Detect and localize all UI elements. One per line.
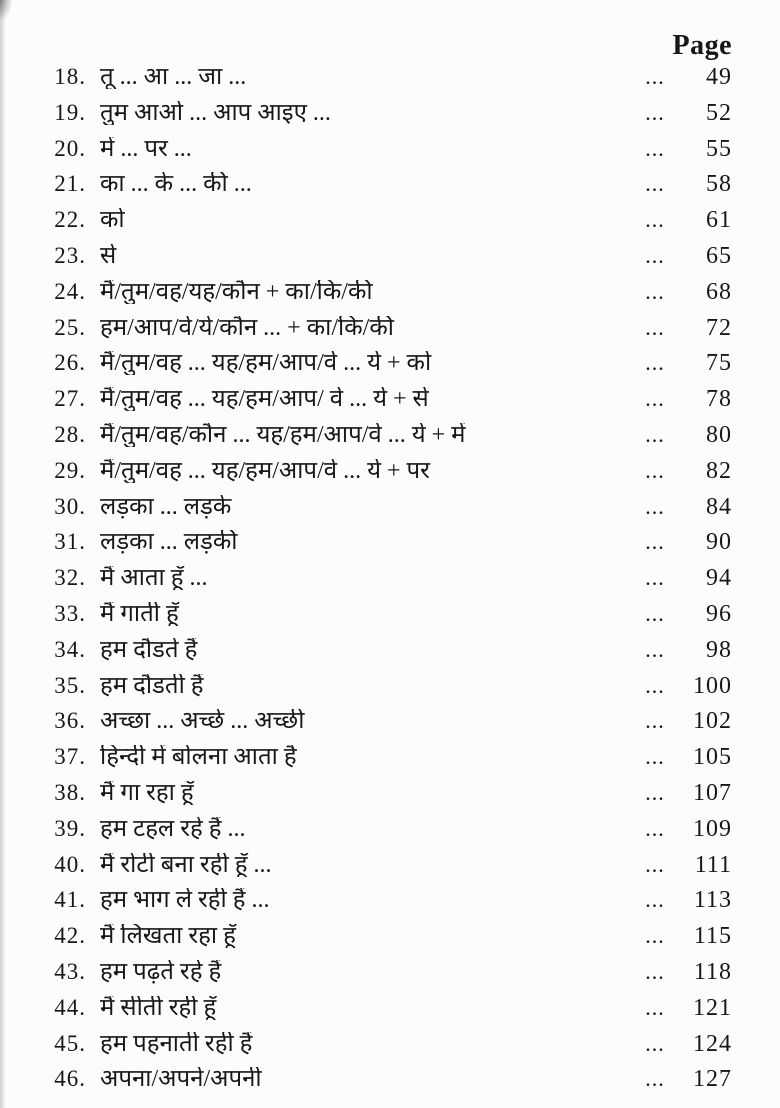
toc-entry (0, 386, 780, 422)
entry-number: 37. (54, 744, 86, 770)
dots-separator: ... (645, 529, 665, 555)
entry-page-number: 115 (693, 923, 732, 950)
entry-number: 46. (54, 1066, 86, 1092)
entry-number: 27. (54, 386, 86, 412)
toc-entry (0, 887, 780, 923)
dots-separator: ... (645, 421, 665, 447)
dots-separator: ... (645, 1066, 665, 1092)
entry-number: 31. (54, 529, 86, 555)
toc-entry (0, 494, 780, 530)
entry-page-number: 80 (706, 421, 732, 448)
toc-entry (0, 816, 780, 852)
entry-title: हम पढ़ते रहे हैं (100, 959, 222, 984)
toc-entry (0, 1066, 780, 1102)
entry-title: अपना/अपने/अपनी (100, 1067, 262, 1092)
toc-entry (0, 315, 780, 351)
dots-separator: ... (645, 386, 665, 412)
entry-page-number: 49 (706, 64, 732, 90)
toc-entry (0, 601, 780, 637)
entry-number: 26. (54, 350, 86, 376)
entry-page-number: 118 (693, 958, 732, 985)
entry-page-number: 111 (694, 851, 732, 878)
entry-page-number: 84 (706, 493, 732, 520)
toc-entry (0, 243, 780, 279)
entry-number: 36. (54, 708, 86, 734)
entry-page-number: 82 (706, 457, 732, 484)
entry-page-number: 124 (693, 1030, 732, 1057)
entry-number: 34. (54, 636, 86, 662)
dots-separator: ... (645, 958, 665, 984)
toc-entry (0, 458, 780, 494)
entry-page-number: 61 (706, 207, 732, 234)
entry-title: हम पहनाती रही हैं (100, 1031, 253, 1056)
entry-title: मैं/तुम/वह ... यह/हम/आप/वे ... ये + को (100, 351, 432, 376)
dots-separator: ... (645, 242, 665, 268)
entry-number: 41. (54, 887, 86, 913)
toc-entry (0, 64, 780, 100)
entry-title: में ... पर ... (100, 136, 192, 161)
entry-number: 22. (54, 207, 86, 233)
entry-page-number: 127 (693, 1066, 732, 1093)
entry-page-number: 105 (693, 744, 732, 771)
entry-title: मैं सीती रही हूँ (100, 995, 217, 1020)
entry-title: तुम आओ ... आप आइए ... (100, 100, 331, 125)
entry-number: 44. (54, 994, 86, 1020)
toc-entry (0, 708, 780, 744)
entry-page-number: 98 (706, 636, 732, 663)
entry-page-number: 107 (693, 779, 732, 806)
dots-separator: ... (645, 314, 665, 340)
dots-separator: ... (645, 994, 665, 1020)
dots-separator: ... (645, 64, 665, 89)
entry-page-number: 72 (706, 314, 732, 341)
dots-separator: ... (645, 1030, 665, 1056)
entry-number: 18. (54, 64, 86, 89)
entry-title: हम दौडते हैं (100, 637, 198, 662)
entry-title: तू ... आ ... जा ... (100, 65, 247, 89)
entry-title: मैं गा रहा हूँ (100, 780, 194, 805)
dots-separator: ... (645, 207, 665, 233)
entry-title: हम दौडती हैं (100, 673, 204, 698)
entry-page-number: 96 (706, 600, 732, 627)
entry-number: 30. (54, 493, 86, 519)
entry-title: हम/आप/वे/ये/कौन ... + का/कि/की (100, 315, 394, 340)
entry-title: हम टहल रहे हैं ... (100, 816, 246, 841)
entry-title: मैं/तुम/वह/कौन ... यह/हम/आप/वे ... ये + में (100, 422, 466, 447)
dots-separator: ... (645, 457, 665, 483)
entry-number: 28. (54, 421, 86, 447)
toc-entry (0, 529, 780, 565)
dots-separator: ... (645, 815, 665, 841)
entry-title: लड़का ... लड़की (100, 530, 238, 555)
dots-separator: ... (645, 493, 665, 519)
dots-separator: ... (645, 600, 665, 626)
entry-title: मैं/तुम/वह ... यह/हम/आप/ वे ... ये + से (100, 387, 429, 412)
dots-separator: ... (645, 708, 665, 734)
entry-number: 25. (54, 314, 86, 340)
entry-page-number: 113 (693, 887, 732, 914)
entry-number: 35. (54, 672, 86, 698)
toc-entry (0, 744, 780, 780)
entry-title: लड़का ... लड़के (100, 494, 232, 519)
toc-list (0, 64, 780, 1102)
toc-entry (0, 852, 780, 888)
dots-separator: ... (645, 851, 665, 877)
dots-separator: ... (645, 779, 665, 805)
entry-page-number: 94 (706, 565, 732, 592)
entry-page-number: 109 (693, 815, 732, 842)
dots-separator: ... (645, 636, 665, 662)
entry-title: मैं रोटी बना रही हूँ ... (100, 852, 272, 877)
toc-entry (0, 637, 780, 673)
entry-page-number: 78 (706, 386, 732, 413)
entry-page-number: 58 (706, 171, 732, 198)
entry-title: से (100, 243, 117, 268)
entry-number: 45. (54, 1030, 86, 1056)
entry-page-number: 68 (706, 278, 732, 305)
toc-entry (0, 673, 780, 709)
entry-number: 43. (54, 958, 86, 984)
entry-number: 23. (54, 242, 86, 268)
entry-title: अच्छा ... अच्छे ... अच्छी (100, 709, 305, 734)
entry-title: मैं लिखता रहा हूँ (100, 924, 236, 949)
toc-entry (0, 923, 780, 959)
entry-number: 33. (54, 600, 86, 626)
entry-title: मैं गाती हूँ (100, 601, 179, 626)
dots-separator: ... (645, 350, 665, 376)
dots-separator: ... (645, 278, 665, 304)
entry-title: मैं/तुम/वह/यह/कौन + का/कि/की (100, 279, 373, 304)
entry-page-number: 121 (693, 994, 732, 1021)
toc-entry (0, 171, 780, 207)
entry-number: 19. (54, 99, 86, 125)
dots-separator: ... (645, 887, 665, 913)
entry-number: 29. (54, 457, 86, 483)
dots-separator: ... (645, 135, 665, 161)
dots-separator: ... (645, 744, 665, 770)
entry-number: 40. (54, 851, 86, 877)
toc-entry (0, 780, 780, 816)
toc-entry (0, 959, 780, 995)
dots-separator: ... (645, 672, 665, 698)
toc-entry (0, 350, 780, 386)
scan-corner-smudge (0, 0, 12, 20)
page-column-header: Page (672, 30, 732, 61)
entry-title: हम भाग ले रही हैं ... (100, 888, 270, 913)
dots-separator: ... (645, 923, 665, 949)
toc-entry (0, 136, 780, 172)
toc-entry (0, 100, 780, 136)
entry-page-number: 90 (706, 529, 732, 556)
entry-number: 38. (54, 779, 86, 805)
entry-page-number: 65 (706, 242, 732, 269)
entry-title: मैं/तुम/वह ... यह/हम/आप/वे ... ये + पर (100, 458, 430, 483)
entry-page-number: 100 (693, 672, 732, 699)
entry-page-number: 52 (706, 99, 732, 126)
entry-title: का ... के ... की ... (100, 172, 252, 197)
entry-title: मैं आता हूँ ... (100, 566, 208, 591)
toc-entry (0, 207, 780, 243)
entry-number: 24. (54, 278, 86, 304)
entry-number: 20. (54, 135, 86, 161)
entry-number: 32. (54, 565, 86, 591)
toc-entry (0, 422, 780, 458)
entry-title: को (100, 208, 125, 233)
dots-separator: ... (645, 171, 665, 197)
entry-number: 42. (54, 923, 86, 949)
toc-entry (0, 995, 780, 1031)
toc-entry (0, 1031, 780, 1067)
entry-number: 39. (54, 815, 86, 841)
entry-page-number: 55 (706, 135, 732, 162)
toc-entry (0, 565, 780, 601)
entry-page-number: 75 (706, 350, 732, 377)
entry-page-number: 102 (693, 708, 732, 735)
entry-number: 21. (54, 171, 86, 197)
entry-title: हिन्दी में बोलना आता है (100, 745, 297, 770)
toc-entry (0, 279, 780, 315)
dots-separator: ... (645, 565, 665, 591)
dots-separator: ... (645, 99, 665, 125)
